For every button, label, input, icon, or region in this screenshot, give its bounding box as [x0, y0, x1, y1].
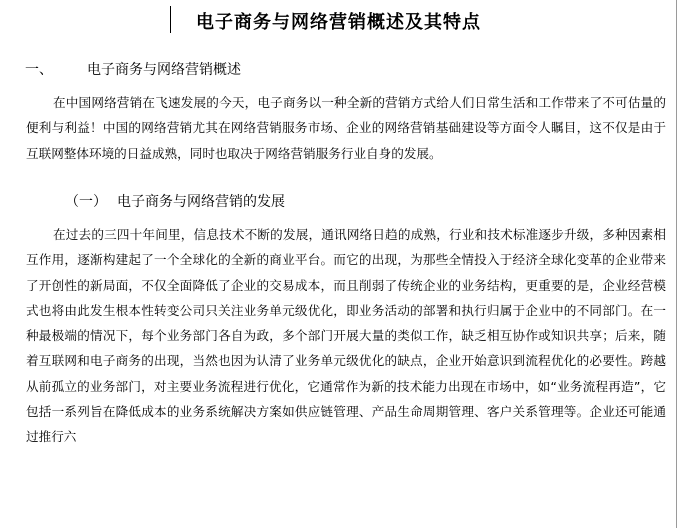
- section-heading-text: 电子商务与网络营销概述: [87, 62, 241, 78]
- section-number: 一、: [25, 62, 53, 78]
- subsection-heading: [65, 191, 285, 211]
- subsection-number: （一）: [65, 194, 107, 210]
- subsection-paragraph: 在过去的三四十年间里，信息技术不断的发展，通讯网络日趋的成熟，行业和技术标准逐步升级，多种因素相互作用，逐渐构建起了一个全球化的全新的商业平台。而它的出现，为那些全情投入于经济全球化变革的企业带来了开创性的新局面，不仅全面降低了企业的交易成本，而且削弱了传统企业的业务结构，更重要的是，企业经营模式也将由此发生根本性转变公司只关注业务单元级优化，即业务活动的部署和执行归属于企业中的不同部门。在一种最极端的情况下，每个业务部门各自为政，多个部门开展大量的类似工作，缺乏相互协作或知识共享；后来，随着互联网和电子商务的出现，当然也因为认清了业务单元级优化的缺点，企业开始意识到流程优化的必要性。跨越从前孤立的业务部门，对主要业务流程进行优化，它通常作为新的技术能力出现在市场中，如“业务流程再造”，它包括一系列旨在降低成本的业务系统解决方案如供应链管理、产品生命周期管理、客户关系管理等。企业还可能通过推行六: [26, 227, 666, 445]
- section-paragraph: 在中国网络营销在飞速发展的今天，电子商务以一种全新的营销方式给人们日常生活和工作带来了不可估量的便利与利益！中国的网络营销尤其在网络营销服务市场、企业的网络营销基础建设等方面令人瞩目，这不仅是由于互联网整体环境的日益成熟，同时也取决于网络营销服务行业自身的发展。: [26, 95, 666, 161]
- section-heading: [25, 59, 241, 79]
- subsection-heading-text: 电子商务与网络营销的发展: [117, 194, 285, 210]
- document-title: 电子商务与网络营销概述及其特点: [196, 12, 481, 33]
